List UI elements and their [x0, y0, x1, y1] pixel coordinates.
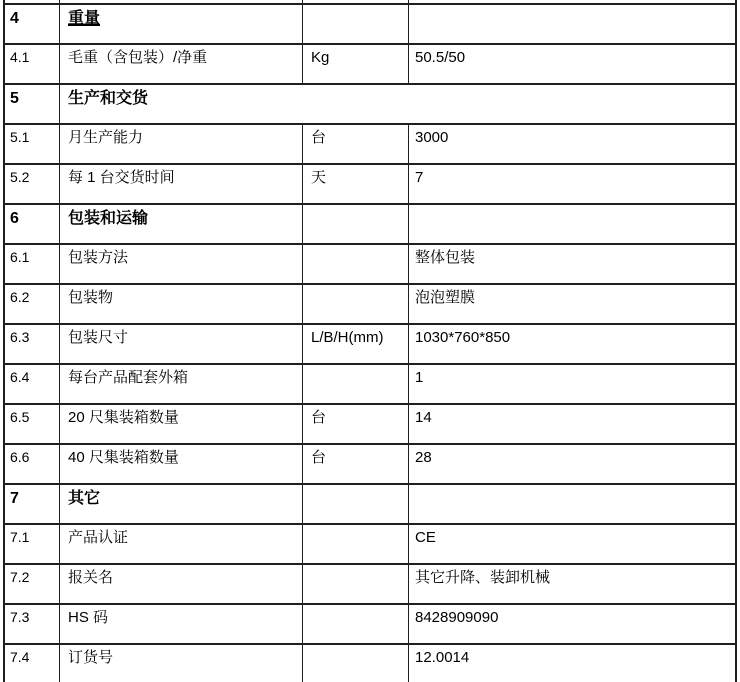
item-label-cell [60, 85, 735, 123]
product-spec-table [3, 0, 737, 682]
row-number-cell [5, 285, 60, 323]
value-cell [409, 205, 735, 243]
row-number-cell [5, 165, 60, 203]
row-number-cell-text: 6.1 [10, 249, 30, 265]
value-cell [409, 445, 735, 483]
value-cell-text: 8428909090 [415, 609, 499, 626]
row-number-cell [5, 85, 60, 123]
unit-cell [303, 165, 409, 203]
item-label-cell-text: 包装尺寸 [68, 329, 129, 346]
item-label-cell [60, 5, 303, 43]
unit-cell [303, 125, 409, 163]
item-label-cell-text: 40 尺集装箱数量 [68, 449, 179, 466]
spec-item-row [5, 363, 735, 403]
item-label-cell [60, 485, 303, 523]
item-label-cell [60, 245, 303, 283]
unit-cell [303, 485, 409, 523]
item-label-cell [60, 165, 303, 203]
row-number-cell-text: 7.4 [10, 649, 30, 665]
unit-cell-text: 台 [311, 449, 327, 466]
unit-cell-text: 台 [311, 409, 327, 426]
spec-item-row [5, 163, 735, 203]
unit-cell [303, 45, 409, 83]
spec-item-row [5, 123, 735, 163]
value-cell [409, 485, 735, 523]
spec-item-row [5, 603, 735, 643]
item-label-cell [60, 325, 303, 363]
item-label-cell-text: 包装方法 [68, 249, 129, 266]
spec-item-row [5, 523, 735, 563]
item-label-cell [60, 125, 303, 163]
clipped-unit-cell [303, 0, 409, 3]
row-number-cell-text: 4 [10, 10, 19, 27]
section-header-row [5, 83, 735, 123]
item-label-cell [60, 285, 303, 323]
unit-cell [303, 605, 409, 643]
value-cell [409, 245, 735, 283]
unit-cell-text: 天 [311, 169, 327, 186]
item-label-cell-text: 20 尺集装箱数量 [68, 409, 179, 426]
unit-cell [303, 565, 409, 603]
value-cell-text: 1 [415, 369, 424, 386]
clipped-row-number-cell [5, 0, 60, 3]
row-number-cell-text: 5 [10, 90, 19, 107]
row-number-cell-text: 6.6 [10, 449, 30, 465]
row-number-cell-text: 7.1 [10, 529, 30, 545]
value-cell-text: 28 [415, 449, 432, 466]
spec-item-row [5, 43, 735, 83]
unit-cell [303, 205, 409, 243]
row-number-cell-text: 6.2 [10, 289, 30, 305]
value-cell-text: 50.5/50 [415, 49, 466, 66]
value-cell-text: 其它升降、装卸机械 [415, 569, 551, 586]
row-number-cell [5, 45, 60, 83]
unit-cell-text: L/B/H(mm) [311, 329, 384, 346]
item-label-cell-text: 每台产品配套外箱 [68, 369, 189, 386]
value-cell [409, 325, 735, 363]
spec-item-row [5, 563, 735, 603]
item-label-cell-text: 重量 [68, 10, 101, 27]
row-number-cell [5, 525, 60, 563]
value-cell-text: CE [415, 529, 436, 546]
value-cell-text: 1030*760*850 [415, 329, 511, 346]
unit-cell [303, 285, 409, 323]
item-label-cell-text: 其它 [68, 490, 101, 507]
value-cell [409, 165, 735, 203]
item-label-cell-text: HS 码 [68, 609, 109, 626]
unit-cell [303, 405, 409, 443]
row-number-cell-text: 6 [10, 210, 19, 227]
spec-item-row [5, 283, 735, 323]
unit-cell [303, 325, 409, 363]
item-label-cell [60, 645, 303, 682]
item-label-cell-text: 生产和交货 [68, 90, 149, 107]
unit-cell [303, 365, 409, 403]
value-cell-text: 泡泡塑膜 [415, 289, 476, 306]
unit-cell [303, 645, 409, 682]
row-number-cell [5, 565, 60, 603]
spec-item-row [5, 323, 735, 363]
row-number-cell [5, 405, 60, 443]
unit-cell [303, 525, 409, 563]
row-number-cell [5, 605, 60, 643]
value-cell [409, 645, 735, 682]
unit-cell-text: 台 [311, 129, 327, 146]
item-label-cell [60, 525, 303, 563]
section-header-row [5, 3, 735, 43]
unit-cell [303, 445, 409, 483]
unit-cell-text: Kg [311, 49, 330, 66]
item-label-cell [60, 405, 303, 443]
value-cell-text: 3000 [415, 129, 449, 146]
item-label-cell-text: 订货号 [68, 649, 114, 666]
unit-cell [303, 245, 409, 283]
value-cell-text: 14 [415, 409, 432, 426]
value-cell [409, 45, 735, 83]
item-label-cell [60, 565, 303, 603]
row-number-cell-text: 7.2 [10, 569, 30, 585]
item-label-cell [60, 365, 303, 403]
item-label-cell-text: 包装和运输 [68, 210, 149, 227]
row-number-cell-text: 4.1 [10, 49, 30, 65]
item-label-cell-text: 包装物 [68, 289, 114, 306]
item-label-cell-text: 产品认证 [68, 529, 129, 546]
item-label-cell [60, 445, 303, 483]
row-number-cell [5, 325, 60, 363]
row-number-cell [5, 205, 60, 243]
clipped-item-label-cell [60, 0, 303, 3]
row-number-cell [5, 645, 60, 682]
row-number-cell [5, 245, 60, 283]
row-number-cell-text: 5.2 [10, 169, 30, 185]
value-cell [409, 5, 735, 43]
table-top-clipped-row [5, 0, 735, 3]
section-header-row [5, 203, 735, 243]
value-cell-text: 7 [415, 169, 424, 186]
item-label-cell [60, 205, 303, 243]
row-number-cell [5, 5, 60, 43]
value-cell-text: 整体包装 [415, 249, 476, 266]
row-number-cell-text: 7.3 [10, 609, 30, 625]
row-number-cell [5, 125, 60, 163]
value-cell [409, 405, 735, 443]
item-label-cell-text: 报关名 [68, 569, 114, 586]
unit-cell [303, 5, 409, 43]
spec-item-row [5, 643, 735, 682]
row-number-cell-text: 6.4 [10, 369, 30, 385]
row-number-cell [5, 485, 60, 523]
item-label-cell [60, 605, 303, 643]
item-label-cell [60, 45, 303, 83]
spec-item-row [5, 243, 735, 283]
row-number-cell [5, 445, 60, 483]
row-number-cell-text: 6.5 [10, 409, 30, 425]
row-number-cell-text: 7 [10, 490, 19, 507]
value-cell-text: 12.0014 [415, 649, 470, 666]
value-cell [409, 285, 735, 323]
value-cell [409, 605, 735, 643]
clipped-value-cell [409, 0, 735, 3]
spec-item-row [5, 443, 735, 483]
spec-item-row [5, 403, 735, 443]
value-cell [409, 365, 735, 403]
row-number-cell [5, 365, 60, 403]
row-number-cell-text: 5.1 [10, 129, 30, 145]
value-cell [409, 125, 735, 163]
value-cell [409, 565, 735, 603]
item-label-cell-text: 毛重（含包装）/净重 [68, 49, 208, 66]
section-header-row [5, 483, 735, 523]
item-label-cell-text: 每 1 台交货时间 [68, 169, 175, 186]
value-cell [409, 525, 735, 563]
item-label-cell-text: 月生产能力 [68, 129, 144, 146]
row-number-cell-text: 6.3 [10, 329, 30, 345]
